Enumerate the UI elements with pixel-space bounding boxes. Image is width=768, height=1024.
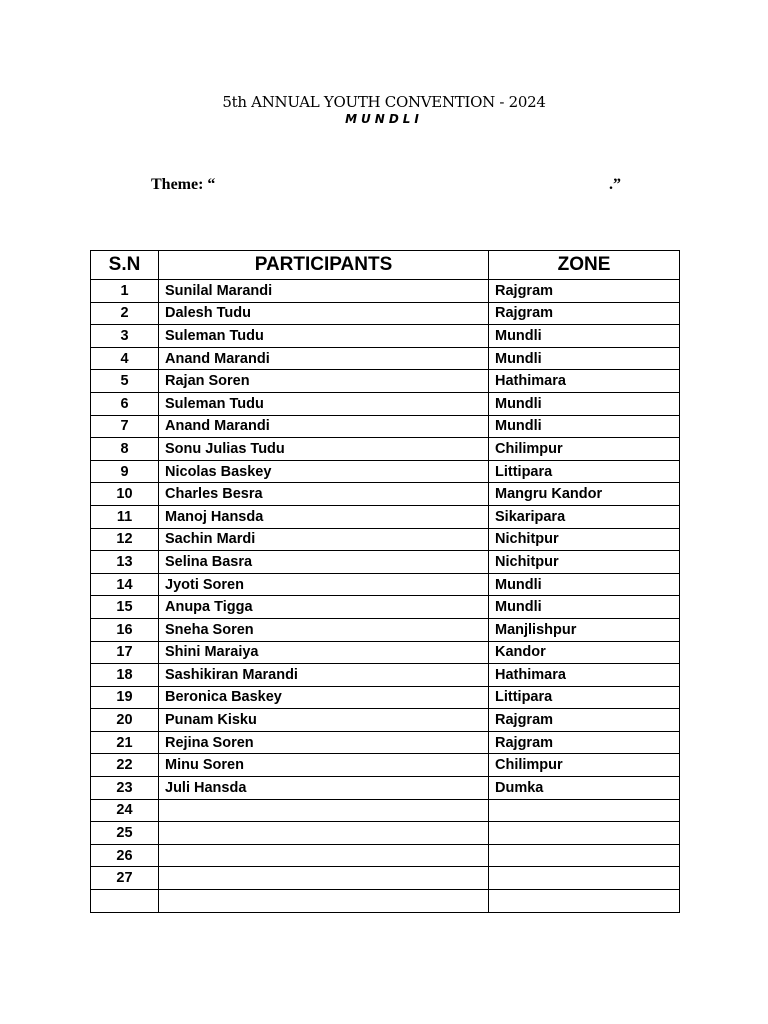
document-subtitle: MUNDLI bbox=[345, 112, 423, 126]
zone-cell: Rajgram bbox=[489, 302, 680, 325]
table-row bbox=[91, 754, 680, 777]
table-row bbox=[91, 596, 680, 619]
column-header-participants: PARTICIPANTS bbox=[159, 251, 489, 280]
table-row bbox=[91, 686, 680, 709]
participant-name-cell: Dalesh Tudu bbox=[159, 302, 489, 325]
participant-name-cell: Manoj Hansda bbox=[159, 505, 489, 528]
zone-cell: Littipara bbox=[489, 460, 680, 483]
serial-number-cell: 5 bbox=[91, 370, 159, 393]
zone-cell: Nichitpur bbox=[489, 551, 680, 574]
zone-cell: Chilimpur bbox=[489, 438, 680, 461]
zone-cell: Dumka bbox=[489, 777, 680, 800]
zone-cell: Mundli bbox=[489, 392, 680, 415]
participant-name-cell: Sonu Julias Tudu bbox=[159, 438, 489, 461]
serial-number-cell: 1 bbox=[91, 280, 159, 303]
zone-cell bbox=[489, 867, 680, 890]
zone-cell: Mundli bbox=[489, 415, 680, 438]
table-row bbox=[91, 731, 680, 754]
table-row bbox=[91, 415, 680, 438]
serial-number-cell: 7 bbox=[91, 415, 159, 438]
serial-number-cell: 9 bbox=[91, 460, 159, 483]
zone-cell: Rajgram bbox=[489, 280, 680, 303]
theme-label: Theme: “ bbox=[151, 176, 216, 193]
zone-cell: Rajgram bbox=[489, 731, 680, 754]
table-row bbox=[91, 844, 680, 867]
serial-number-cell: 21 bbox=[91, 731, 159, 754]
table-row bbox=[91, 325, 680, 348]
serial-number-cell: 22 bbox=[91, 754, 159, 777]
serial-number-cell: 8 bbox=[91, 438, 159, 461]
zone-cell: Mundli bbox=[489, 347, 680, 370]
zone-cell: Mundli bbox=[489, 325, 680, 348]
zone-cell: Nichitpur bbox=[489, 528, 680, 551]
serial-number-cell: 13 bbox=[91, 551, 159, 574]
participant-name-cell: Punam Kisku bbox=[159, 709, 489, 732]
serial-number-cell: 11 bbox=[91, 505, 159, 528]
serial-number-cell: 12 bbox=[91, 528, 159, 551]
participant-name-cell: Charles Besra bbox=[159, 483, 489, 506]
table-row bbox=[91, 528, 680, 551]
serial-number-cell: 20 bbox=[91, 709, 159, 732]
participant-name-cell: Sachin Mardi bbox=[159, 528, 489, 551]
serial-number-cell: 4 bbox=[91, 347, 159, 370]
participant-name-cell: Shini Maraiya bbox=[159, 641, 489, 664]
table-row bbox=[91, 505, 680, 528]
participant-name-cell: Anupa Tigga bbox=[159, 596, 489, 619]
zone-cell: Sikaripara bbox=[489, 505, 680, 528]
table-row bbox=[91, 438, 680, 461]
table-header-row bbox=[91, 251, 680, 280]
participant-name-cell bbox=[159, 867, 489, 890]
table-row bbox=[91, 664, 680, 687]
serial-number-cell: 10 bbox=[91, 483, 159, 506]
participant-name-cell: Sneha Soren bbox=[159, 618, 489, 641]
serial-number-cell: 14 bbox=[91, 573, 159, 596]
zone-cell: Chilimpur bbox=[489, 754, 680, 777]
serial-number-cell: 19 bbox=[91, 686, 159, 709]
zone-cell: Littipara bbox=[489, 686, 680, 709]
theme-closing-quote: .” bbox=[609, 176, 621, 193]
participant-name-cell bbox=[159, 844, 489, 867]
participant-name-cell: Jyoti Soren bbox=[159, 573, 489, 596]
table-row bbox=[91, 460, 680, 483]
participants-table bbox=[90, 250, 680, 913]
table-row bbox=[91, 280, 680, 303]
participant-name-cell: Juli Hansda bbox=[159, 777, 489, 800]
serial-number-cell: 16 bbox=[91, 618, 159, 641]
table-row bbox=[91, 392, 680, 415]
table-row bbox=[91, 370, 680, 393]
serial-number-cell: 15 bbox=[91, 596, 159, 619]
table-row bbox=[91, 799, 680, 822]
participant-name-cell: Sashikiran Marandi bbox=[159, 664, 489, 687]
zone-cell: Kandor bbox=[489, 641, 680, 664]
table-row bbox=[91, 822, 680, 845]
table-row bbox=[91, 890, 680, 913]
column-header-sn: S.N bbox=[91, 251, 159, 280]
participant-name-cell: Minu Soren bbox=[159, 754, 489, 777]
table-row bbox=[91, 483, 680, 506]
serial-number-cell: 23 bbox=[91, 777, 159, 800]
zone-cell bbox=[489, 822, 680, 845]
serial-number-cell: 17 bbox=[91, 641, 159, 664]
zone-cell: Hathimara bbox=[489, 370, 680, 393]
participant-name-cell: Anand Marandi bbox=[159, 415, 489, 438]
serial-number-cell: 2 bbox=[91, 302, 159, 325]
participant-name-cell: Sunilal Marandi bbox=[159, 280, 489, 303]
participant-name-cell: Anand Marandi bbox=[159, 347, 489, 370]
participant-name-cell: Beronica Baskey bbox=[159, 686, 489, 709]
serial-number-cell: 27 bbox=[91, 867, 159, 890]
participant-name-cell: Rejina Soren bbox=[159, 731, 489, 754]
theme-line bbox=[151, 176, 621, 198]
zone-cell: Mundli bbox=[489, 596, 680, 619]
zone-cell: Mangru Kandor bbox=[489, 483, 680, 506]
table-row bbox=[91, 641, 680, 664]
zone-cell: Hathimara bbox=[489, 664, 680, 687]
participant-name-cell bbox=[159, 799, 489, 822]
document-title: 5th ANNUAL YOUTH CONVENTION - 2024 bbox=[222, 93, 546, 111]
participant-name-cell bbox=[159, 822, 489, 845]
zone-cell bbox=[489, 799, 680, 822]
serial-number-cell: 24 bbox=[91, 799, 159, 822]
serial-number-cell bbox=[91, 890, 159, 913]
participant-name-cell: Rajan Soren bbox=[159, 370, 489, 393]
participant-name-cell: Suleman Tudu bbox=[159, 325, 489, 348]
table-body bbox=[91, 280, 680, 913]
participant-name-cell: Suleman Tudu bbox=[159, 392, 489, 415]
table-row bbox=[91, 618, 680, 641]
zone-cell: Manjlishpur bbox=[489, 618, 680, 641]
participant-name-cell: Selina Basra bbox=[159, 551, 489, 574]
column-header-zone: ZONE bbox=[489, 251, 680, 280]
table-row bbox=[91, 867, 680, 890]
zone-cell bbox=[489, 890, 680, 913]
zone-cell: Rajgram bbox=[489, 709, 680, 732]
table-row bbox=[91, 551, 680, 574]
participant-name-cell bbox=[159, 890, 489, 913]
table-row bbox=[91, 709, 680, 732]
table-row bbox=[91, 573, 680, 596]
serial-number-cell: 6 bbox=[91, 392, 159, 415]
zone-cell bbox=[489, 844, 680, 867]
zone-cell: Mundli bbox=[489, 573, 680, 596]
table-row bbox=[91, 347, 680, 370]
participant-name-cell: Nicolas Baskey bbox=[159, 460, 489, 483]
serial-number-cell: 25 bbox=[91, 822, 159, 845]
table-row bbox=[91, 777, 680, 800]
serial-number-cell: 26 bbox=[91, 844, 159, 867]
table-row bbox=[91, 302, 680, 325]
serial-number-cell: 3 bbox=[91, 325, 159, 348]
serial-number-cell: 18 bbox=[91, 664, 159, 687]
